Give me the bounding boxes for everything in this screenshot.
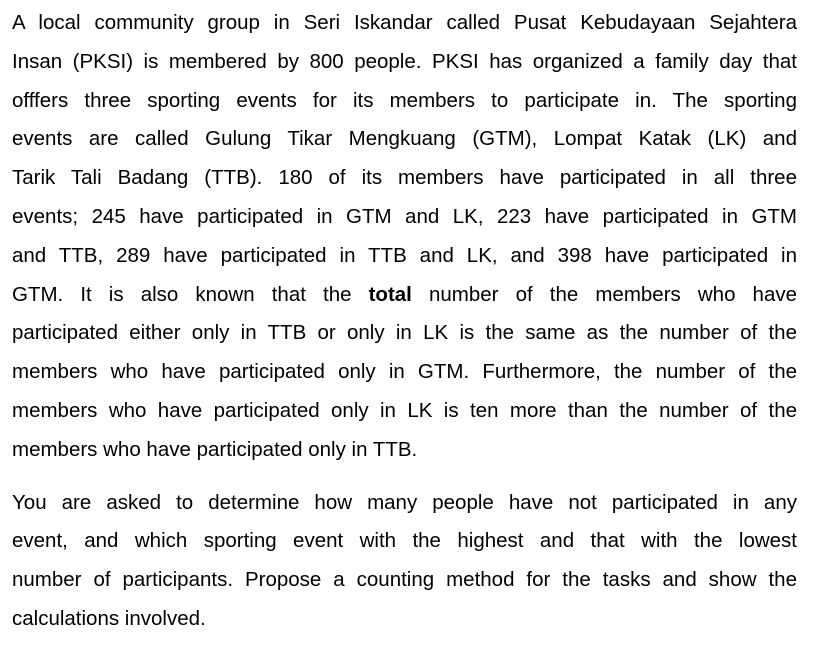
- text-line: members who have participated only in TTB.: [12, 437, 418, 461]
- line-segment: number of the members who have: [428, 282, 798, 306]
- paragraph-2: [12, 484, 797, 639]
- line-segment: GTM. It is also known that the: [12, 282, 352, 306]
- text-line: members who have participated only in LK is ten more than the number of the: [12, 398, 797, 422]
- text-line: participated either only in TTB or only in LK is the same as the number of the: [12, 321, 797, 345]
- text-line: Tarik Tali Badang (TTB). 180 of its members have participated in all three: [12, 166, 797, 190]
- text-line: event, and which sporting event with the highest and that with the lowest: [12, 529, 797, 553]
- text-line-with-emphasis: [12, 276, 797, 315]
- text-line: Insan (PKSI) is membered by 800 people. PKSI has organized a family day that: [12, 49, 797, 73]
- text-line: calculations involved.: [12, 606, 206, 630]
- text-line: events; 245 have participated in GTM and LK, 223 have participated in GTM: [12, 204, 797, 228]
- text-line: number of participants. Propose a counting method for the tasks and show the: [12, 568, 797, 592]
- document: [12, 4, 797, 639]
- emphasized-word: total: [368, 282, 412, 306]
- text-line: and TTB, 289 have participated in TTB and LK, and 398 have participated in: [12, 243, 797, 267]
- text-line: members who have participated only in GTM. Furthermore, the number of the: [12, 360, 797, 384]
- paragraph-1: [12, 4, 797, 470]
- text-line: events are called Gulung Tikar Mengkuang (GTM), Lompat Katak (LK) and: [12, 127, 797, 151]
- text-line: offfers three sporting events for its members to participate in. The sporting: [12, 88, 797, 112]
- paragraph-spacer: [12, 470, 797, 484]
- text-line: A local community group in Seri Iskandar called Pusat Kebudayaan Sejahtera: [12, 11, 797, 34]
- text-line: You are asked to determine how many people have not participated in any: [12, 490, 797, 514]
